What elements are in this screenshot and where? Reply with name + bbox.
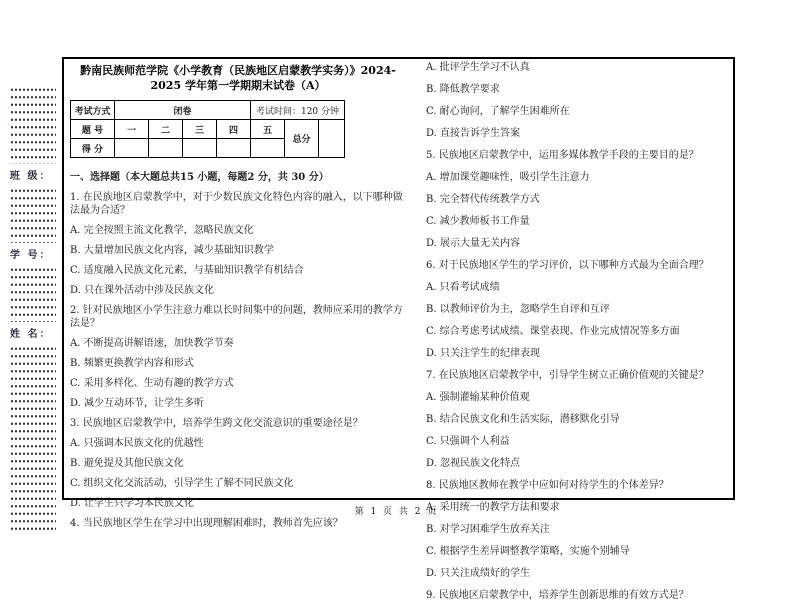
dotted-line	[10, 187, 56, 243]
name-label: 姓 名：	[10, 329, 52, 340]
question-1-option-a: A. 完全按照主流文化教学，忽略民族文化	[70, 225, 254, 236]
question-5-option-a: A. 增加课堂趣味性，吸引学生注意力	[426, 172, 590, 183]
col-1: 一	[115, 120, 149, 139]
question-8-option-a: A. 采用统一的教学方法和要求	[426, 502, 560, 513]
question-7-option-a: A. 强制灌输某种价值观	[426, 392, 530, 403]
dotted-line	[10, 86, 56, 164]
question-3-option-c: C. 组织文化交流活动，引导学生了解不同民族文化	[70, 478, 294, 489]
question-3-option-a: A. 只强调本民族文化的优越性	[70, 438, 204, 449]
score-label: 得 分	[71, 139, 115, 158]
question-9-stem: 9. 民族地区启蒙教学中，培养学生创新思维的有效方式是？	[426, 590, 689, 601]
question-4-option-d: D. 直接告诉学生答案	[426, 128, 521, 139]
exam-time: 考试时间：120 分钟	[251, 101, 345, 120]
question-7-option-d: D. 忽视民族文化特点	[426, 458, 521, 469]
question-6-stem: 6. 对于民族地区学生的学习评价，以下哪种方式最为全面合理？	[426, 260, 709, 271]
question-2-option-c: C. 采用多样化、生动有趣的教学方式	[70, 378, 234, 389]
question-1-option-b: B. 大量增加民族文化内容，减少基础知识教学	[70, 245, 274, 256]
question-5-option-d: D. 展示大量无关内容	[426, 238, 521, 249]
exam-info-table	[70, 100, 345, 158]
question-4-stem: 4. 当民族地区学生在学习中出现理解困难时，教师首先应该？	[70, 518, 343, 529]
dotted-line	[10, 266, 56, 322]
col-2: 二	[149, 120, 183, 139]
score-cell	[115, 139, 149, 158]
question-4-option-b: B. 降低教学要求	[426, 84, 500, 95]
question-7-option-c: C. 只强调个人利益	[426, 436, 510, 447]
score-cell	[217, 139, 251, 158]
question-1-stem: 1. 在民族地区启蒙教学中，对于少数民族文化特色内容的融入，以下哪种做法最为合适？	[70, 192, 403, 216]
total-score-cell	[319, 120, 345, 158]
question-2-option-a: A. 不断提高讲解语速，加快教学节奏	[70, 338, 234, 349]
question-1-option-d: D. 只在课外活动中涉及民族文化	[70, 285, 215, 296]
question-2-stem: 2. 针对民族地区小学生注意力难以长时间集中的问题，教师应采用的教学方法是？	[70, 305, 403, 329]
question-2-option-d: D. 减少互动环节，让学生多听	[70, 398, 205, 409]
question-3-option-b: B. 避免提及其他民族文化	[70, 458, 184, 469]
score-cell	[149, 139, 183, 158]
section-heading: 一、选择题（本大题总共15 小题，每题2 分，共 30 分）	[70, 172, 329, 183]
question-4-option-a: A. 批评学生学习不认真	[426, 62, 530, 73]
col-3: 三	[183, 120, 217, 139]
question-8-stem: 8. 民族地区教师在教学中应如何对待学生的个体差异？	[426, 480, 669, 491]
right-column	[426, 61, 732, 611]
question-7-option-b: B. 结合民族文化和生活实际，潜移默化引导	[426, 414, 620, 425]
question-7-stem: 7. 在民族地区启蒙教学中，引导学生树立正确价值观的关键是？	[426, 370, 709, 381]
question-4-option-c: C. 耐心询问，了解学生困难所在	[426, 106, 570, 117]
question-5-stem: 5. 民族地区启蒙教学中，运用多媒体教学手段的主要目的是？	[426, 150, 699, 161]
page-number: 第 1 页 共 2 页	[354, 507, 439, 517]
question-2-option-b: B. 频繁更换教学内容和形式	[70, 358, 194, 369]
question-3-stem: 3. 民族地区启蒙教学中，培养学生跨文化交流意识的重要途径是？	[70, 418, 363, 429]
question-1-option-c: C. 适度融入民族文化元素，与基础知识教学有机结合	[70, 265, 304, 276]
question-8-option-d: D. 只关注成绩好的学生	[426, 568, 531, 579]
question-5-option-c: C. 减少教师板书工作量	[426, 216, 530, 227]
score-cell	[183, 139, 217, 158]
question-8-option-b: B. 对学习困难学生放弃关注	[426, 524, 550, 535]
page-title: 黔南民族师范学院《小学教育（民族地区启蒙教学实务）》2024-2025 学年第一学期期末试卷（A）	[80, 64, 396, 92]
class-label: 班 级：	[10, 171, 52, 182]
question-no-label: 题 号	[71, 120, 115, 139]
left-column	[70, 61, 406, 537]
total-label: 总分	[285, 120, 319, 158]
question-6-option-a: A. 只看考试成绩	[426, 282, 500, 293]
col-4: 四	[217, 120, 251, 139]
question-6-option-c: C. 综合考虑考试成绩、课堂表现、作业完成情况等多方面	[426, 326, 680, 337]
question-6-option-d: D. 只关注学生的纪律表现	[426, 348, 541, 359]
question-5-option-b: B. 完全替代传统教学方式	[426, 194, 540, 205]
question-3-option-d: D. 让学生只学习本民族文化	[70, 498, 195, 509]
question-6-option-b: B. 以教师评价为主，忽略学生自评和互评	[426, 304, 610, 315]
score-cell	[251, 139, 285, 158]
col-5: 五	[251, 120, 285, 139]
student-id-label: 学 号：	[10, 250, 52, 261]
exam-method-label: 考试方式	[71, 101, 115, 120]
exam-method-value: 闭卷	[115, 101, 251, 120]
question-8-option-c: C. 根据学生差异调整教学策略，实施个别辅导	[426, 546, 630, 557]
binding-margin	[10, 86, 56, 531]
